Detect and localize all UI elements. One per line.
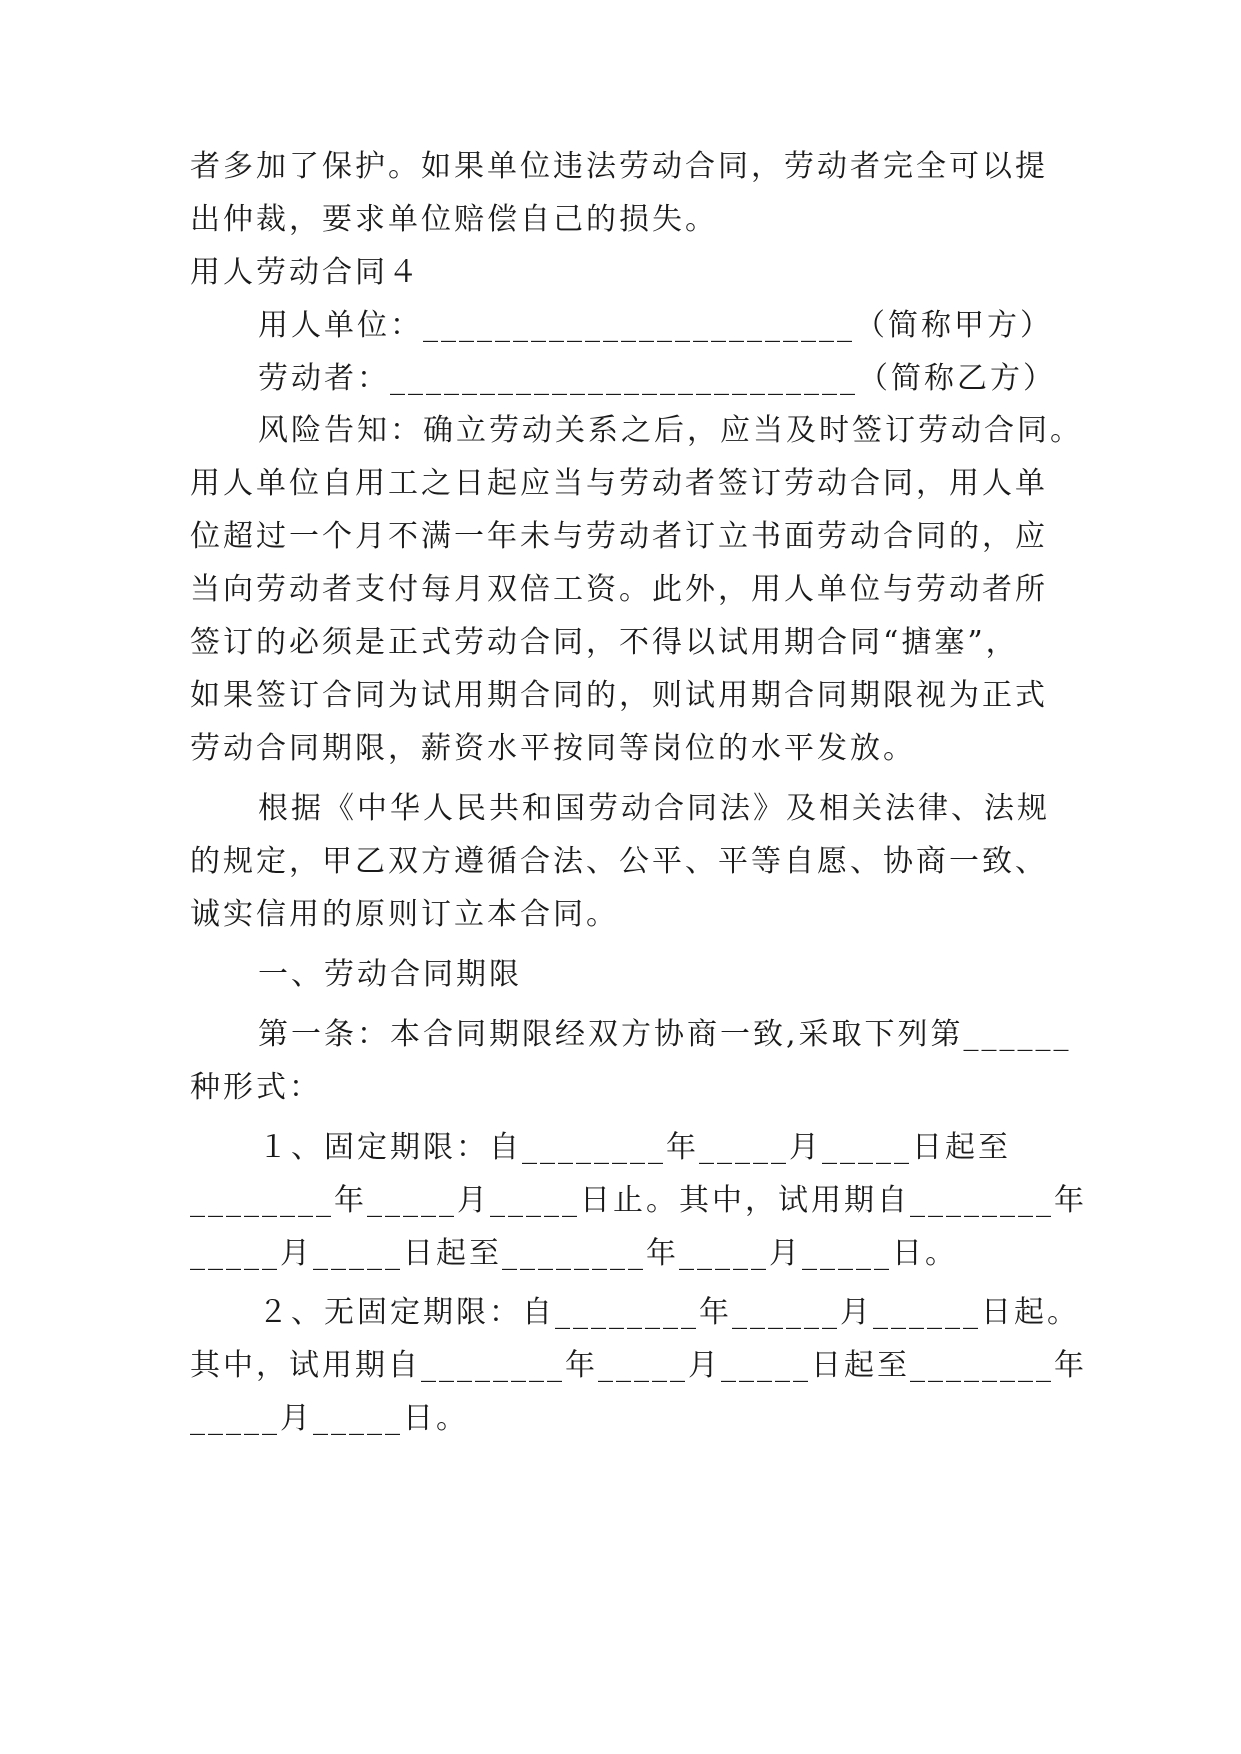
paragraph-line: 种形式： xyxy=(190,1070,322,1105)
paragraph-line: 如果签订合同为试用期合同的，则试用期合同期限视为正式 xyxy=(190,678,1048,713)
paragraph-line: 签订的必须是正式劳动合同，不得以试用期合同“搪塞”， xyxy=(190,625,1019,660)
paragraph-line: 第一条：本合同期限经双方协商一致,采取下列第______ xyxy=(258,1017,1072,1052)
paragraph-line: ２、无固定期限：自________年______月______日起。 xyxy=(258,1295,1080,1330)
employee-field-line: 劳动者：__________________________（简称乙方） xyxy=(258,361,1056,396)
paragraph-line: _____月_____日。 xyxy=(190,1401,469,1436)
paragraph-line: 出仲裁，要求单位赔偿自己的损失。 xyxy=(190,202,718,237)
paragraph-line: ________年_____月_____日止。其中，试用期自________年 xyxy=(190,1183,1087,1218)
paragraph-line: １、固定期限：自________年_____月_____日起至 xyxy=(258,1130,1011,1165)
paragraph-line: 风险告知：确立劳动关系之后，应当及时签订劳动合同。 xyxy=(258,413,1083,448)
paragraph-line: 位超过一个月不满一年未与劳动者订立书面劳动合同的，应 xyxy=(190,519,1048,554)
paragraph-line: 根据《中华人民共和国劳动合同法》及相关法律、法规 xyxy=(258,791,1050,826)
paragraph-line: 者多加了保护。如果单位违法劳动合同，劳动者完全可以提 xyxy=(190,149,1048,184)
section-heading: 用人劳动合同４ xyxy=(190,255,421,290)
section-heading: 一、劳动合同期限 xyxy=(258,957,522,992)
paragraph-line: 用人单位自用工之日起应当与劳动者签订劳动合同，用人单 xyxy=(190,466,1048,501)
paragraph-line: _____月_____日起至________年_____月_____日。 xyxy=(190,1236,958,1271)
paragraph-line: 当向劳动者支付每月双倍工资。此外，用人单位与劳动者所 xyxy=(190,572,1048,607)
paragraph-line: 的规定，甲乙双方遵循合法、公平、平等自愿、协商一致、 xyxy=(190,844,1048,879)
paragraph-line: 劳动合同期限，薪资水平按同等岗位的水平发放。 xyxy=(190,731,916,766)
paragraph-line: 其中，试用期自________年_____月_____日起至________年 xyxy=(190,1348,1087,1383)
employer-field-line: 用人单位：________________________（简称甲方） xyxy=(258,308,1053,343)
paragraph-line: 诚实信用的原则订立本合同。 xyxy=(190,897,619,932)
